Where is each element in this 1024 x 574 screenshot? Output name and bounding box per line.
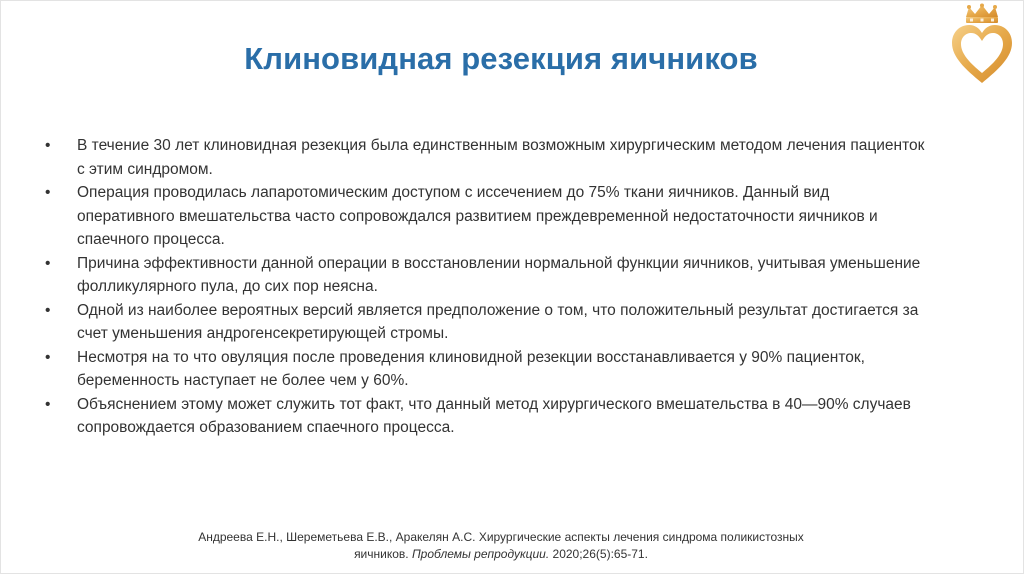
citation-text: яичников. (354, 547, 412, 561)
heart-icon (952, 25, 1012, 83)
slide-title: Клиновидная резекция яичников (244, 41, 758, 76)
bullet-text: Одной из наиболее вероятных версий является предположение о том, что положительный результат достигается за счет уменьшения андрогенсекретирующей стромы. (77, 301, 919, 342)
bullet-item (41, 346, 931, 393)
bullet-dot: • (45, 301, 51, 319)
bullet-text: Объяснением этому может служить тот факт, что данный метод хирургического вмешательства в 40—90% случаев сопровождается образованием спаечного процесса. (77, 395, 911, 436)
bullet-text: Причина эффективности данной операции в восстановлении нормальной функции яичников, учитывая уменьшение фолликулярного пула, до сих пор неясна. (77, 254, 921, 295)
crowned-heart-logo (949, 3, 1015, 87)
bullet-text: Операция проводилась лапаротомическим доступом с иссечением до 75% ткани яичников. Данный вид оперативного вмешательства часто сопровождался развитием преждевременной недостаточности яичников и спаечного процесса. (77, 184, 878, 248)
bullet-item (41, 134, 931, 181)
bullet-dot: • (45, 254, 51, 272)
bullet-text: В течение 30 лет клиновидная резекция была единственным возможным хирургическим методом лечения пациенток с этим синдромом. (77, 137, 925, 178)
crown-icon (966, 4, 998, 24)
bullet-dot: • (45, 137, 51, 154)
citation-line-2 (1, 546, 1001, 563)
bullet-dot: • (45, 395, 51, 413)
bullet-dot: • (45, 348, 51, 366)
bullet-text: Несмотря на то что овуляция после проведения клиновидной резекции восстанавливается у 90% пациенток, беременность наступает не более чем у 60%. (77, 348, 865, 389)
bullet-item (41, 252, 931, 299)
bullet-dot: • (45, 184, 51, 201)
bullet-item (41, 181, 931, 252)
citation-reference: 2020;26(5):65-71. (549, 547, 648, 561)
citation-journal: Проблемы репродукции. (411, 547, 550, 561)
citation-line-1: Андреева Е.Н., Шереметьева Е.В., Аракелян А.С. Хирургические аспекты лечения синдрома поликистозных (198, 530, 804, 544)
bullet-list (41, 134, 931, 440)
citation (1, 529, 1001, 563)
bullet-item (41, 299, 931, 346)
bullet-item (41, 393, 931, 440)
